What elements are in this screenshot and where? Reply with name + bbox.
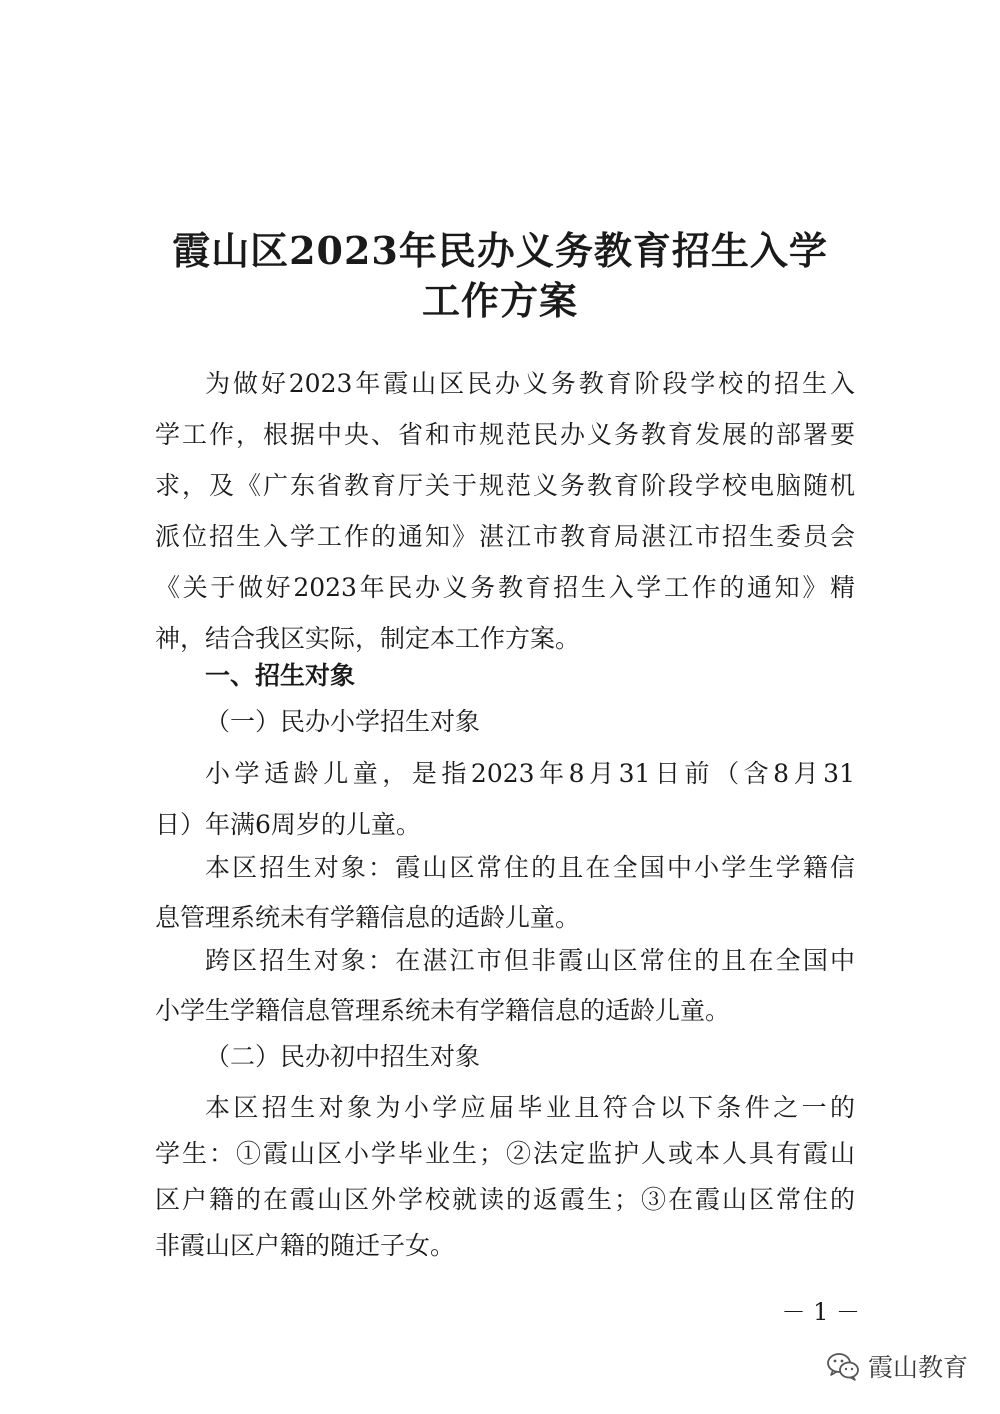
paragraph-line: 跨区招生对象：在湛江市但非霞山区常住的且在全国中 bbox=[205, 946, 855, 975]
paragraph-line: 本区招生对象：霞山区常住的且在全国中小学生学籍信 bbox=[205, 853, 855, 882]
paragraph-line: 为做好2023年霞山区民办义务教育阶段学校的招生入 bbox=[205, 369, 855, 398]
paragraph-line: 息管理系统未有学籍信息的适龄儿童。 bbox=[155, 903, 581, 932]
paragraph-line: 求，及《广东省教育厅关于规范义务教育阶段学校电脑随机 bbox=[155, 471, 855, 500]
watermark-text: 霞山教育 bbox=[868, 1353, 969, 1382]
paragraph-line: 《关于做好2023年民办义务教育招生入学工作的通知》精 bbox=[155, 573, 855, 602]
paragraph-line: 派位招生入学工作的通知》湛江市教育局湛江市招生委员会 bbox=[155, 522, 855, 551]
paragraph-line: 小学适龄儿童，是指2023年8月31日前（含8月31 bbox=[205, 759, 855, 788]
subsection-heading: （一）民办小学招生对象 bbox=[205, 707, 481, 736]
paragraph-line: 区户籍的在霞山区外学校就读的返霞生；③在霞山区常住的 bbox=[155, 1185, 855, 1214]
paragraph-line: 学生：①霞山区小学毕业生；②法定监护人或本人具有霞山 bbox=[155, 1139, 855, 1168]
document-title-line1: 霞山区2023年民办义务教育招生入学 bbox=[172, 228, 828, 273]
paragraph-line: 本区招生对象为小学应届毕业且符合以下条件之一的 bbox=[205, 1093, 855, 1122]
paragraph-line: 非霞山区户籍的随迁子女。 bbox=[155, 1231, 456, 1260]
wechat-icon bbox=[826, 1351, 860, 1381]
paragraph-line: 学工作，根据中央、省和市规范民办义务教育发展的部署要 bbox=[155, 420, 855, 449]
paragraph-line: 神，结合我区实际，制定本工作方案。 bbox=[155, 624, 581, 653]
paragraph-line: 日）年满6周岁的儿童。 bbox=[155, 810, 421, 839]
subsection-heading: （二）民办初中招生对象 bbox=[205, 1042, 481, 1071]
section-heading: 一、招生对象 bbox=[205, 661, 356, 690]
document-title-line2: 工作方案 bbox=[421, 278, 578, 323]
watermark bbox=[826, 1346, 968, 1386]
paragraph-line: 小学生学籍信息管理系统未有学籍信息的适龄儿童。 bbox=[155, 996, 731, 1025]
page-number: － 1 － bbox=[781, 1298, 860, 1326]
